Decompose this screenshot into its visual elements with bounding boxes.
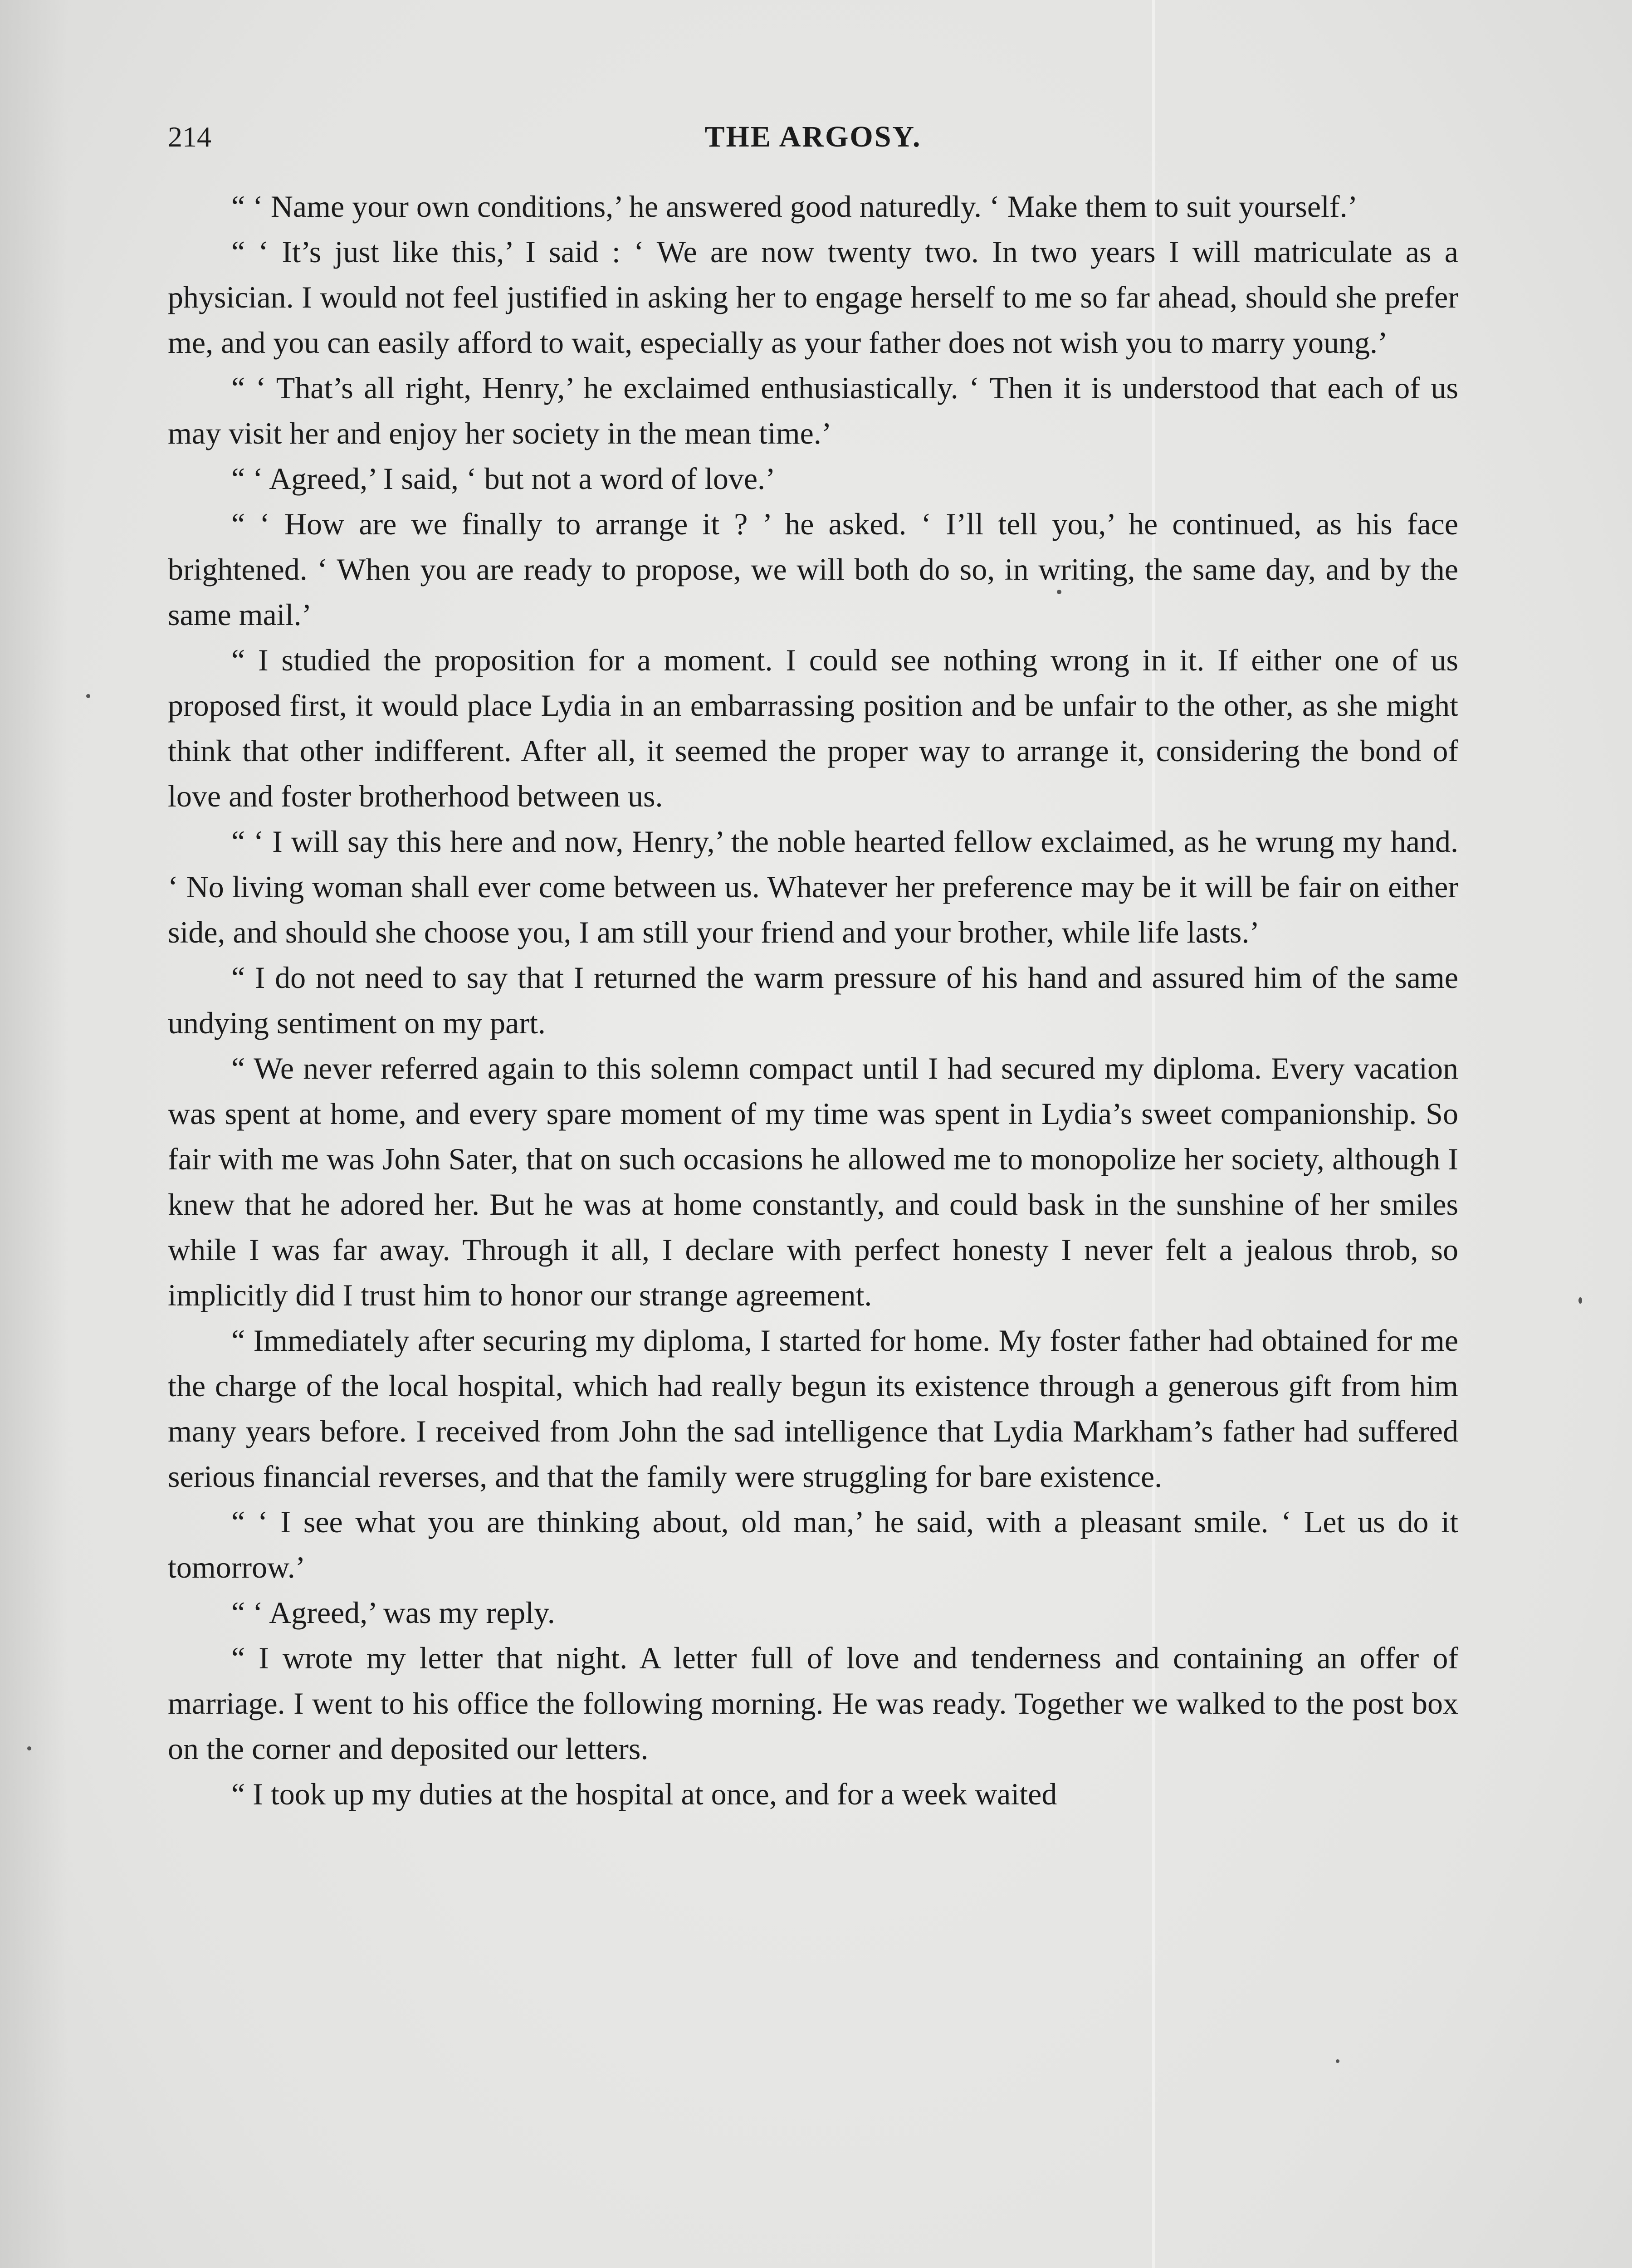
article-body <box>168 184 1458 1817</box>
paragraph: “ ‘ I see what you are thinking about, old man,’ he said, with a pleasant smile. ‘ Let us do it tomorrow.’ <box>168 1505 1458 1584</box>
print-speck <box>1057 590 1061 594</box>
paragraph: “ ‘ Agreed,’ I said, ‘ but not a word of love.’ <box>231 461 776 496</box>
paragraph: “ Immediately after securing my diploma, I started for home. My foster father had obtained for me the charge of the local hospital, which had really begun its existence through a generous gift from him many years before. I received from John the sad intelligence that Lydia Markham’s father had suffered serious financial reverses, and that the family were struggling for bare existence. <box>168 1323 1458 1494</box>
print-speck <box>1336 2059 1339 2063</box>
paragraph: “ ‘ Name your own conditions,’ he answered good naturedly. ‘ Make them to suit yourself.’ <box>231 189 1358 224</box>
page-number: 214 <box>168 121 211 153</box>
paragraph: “ ‘ I will say this here and now, Henry,’ the noble hearted fellow exclaimed, as he wrung my hand. ‘ No living woman shall ever come between us. Whatever her preference may be it will be fair on either side, and should she choose you, I am still your friend and your brother, while life lasts.’ <box>168 824 1458 949</box>
running-head: THE ARGOSY. <box>704 120 922 153</box>
paragraph: “ We never referred again to this solemn compact until I had secured my diploma. Every vacation was spent at home, and every spare moment of my time was spent in Lydia’s sweet companionship. So fair with me was John Sater, that on such occasions he allowed me to monopolize her society, although I knew that he adored her. But he was at home constantly, and could bask in the sunshine of her smiles while I was far away. Through it all, I declare with perfect honesty I never felt a jealous throb, so implicitly did I trust him to honor our strange agreement. <box>168 1051 1458 1312</box>
page-left-shadow <box>0 0 68 2268</box>
paragraph: “ ‘ How are we finally to arrange it ? ’ he asked. ‘ I’ll tell you,’ he continued, as his face brightened. ‘ When you are ready to propose, we will both do so, in writing, the same day, and by the same mail.’ <box>168 507 1458 632</box>
paragraph: “ ‘ It’s just like this,’ I said : ‘ We are now twenty two. In two years I will matriculate as a physician. I would not feel justified in asking her to engage herself to me so far ahead, should she prefer me, and you can easily afford to wait, especially as your father does not wish you to marry young.’ <box>168 235 1458 360</box>
paragraph: “ ‘ That’s all right, Henry,’ he exclaimed enthusiastically. ‘ Then it is understood that each of us may visit her and enjoy her society in the mean time.’ <box>168 371 1458 450</box>
paragraph: “ I wrote my letter that night. A letter full of love and tenderness and containing an offer of marriage. I went to his office the following morning. He was ready. Together we walked to the post box on the corner and deposited our letters. <box>168 1641 1458 1766</box>
paragraph: “ I took up my duties at the hospital at once, and for a week waited <box>231 1777 1057 1811</box>
paragraph: “ I do not need to say that I returned the warm pressure of his hand and assured him of the same undying sentiment on my part. <box>168 960 1458 1040</box>
print-speck <box>27 1746 31 1750</box>
print-speck <box>1578 1297 1582 1304</box>
paragraph: “ ‘ Agreed,’ was my reply. <box>231 1595 555 1630</box>
paragraph: “ I studied the proposition for a moment. I could see nothing wrong in it. If either one of us proposed first, it would place Lydia in an embarrassing position and be unfair to the other, as she might think that other indifferent. After all, it seemed the proper way to arrange it, considering the bond of love and foster brotherhood between us. <box>168 643 1458 813</box>
print-speck <box>86 694 90 698</box>
page-header <box>168 119 1458 160</box>
